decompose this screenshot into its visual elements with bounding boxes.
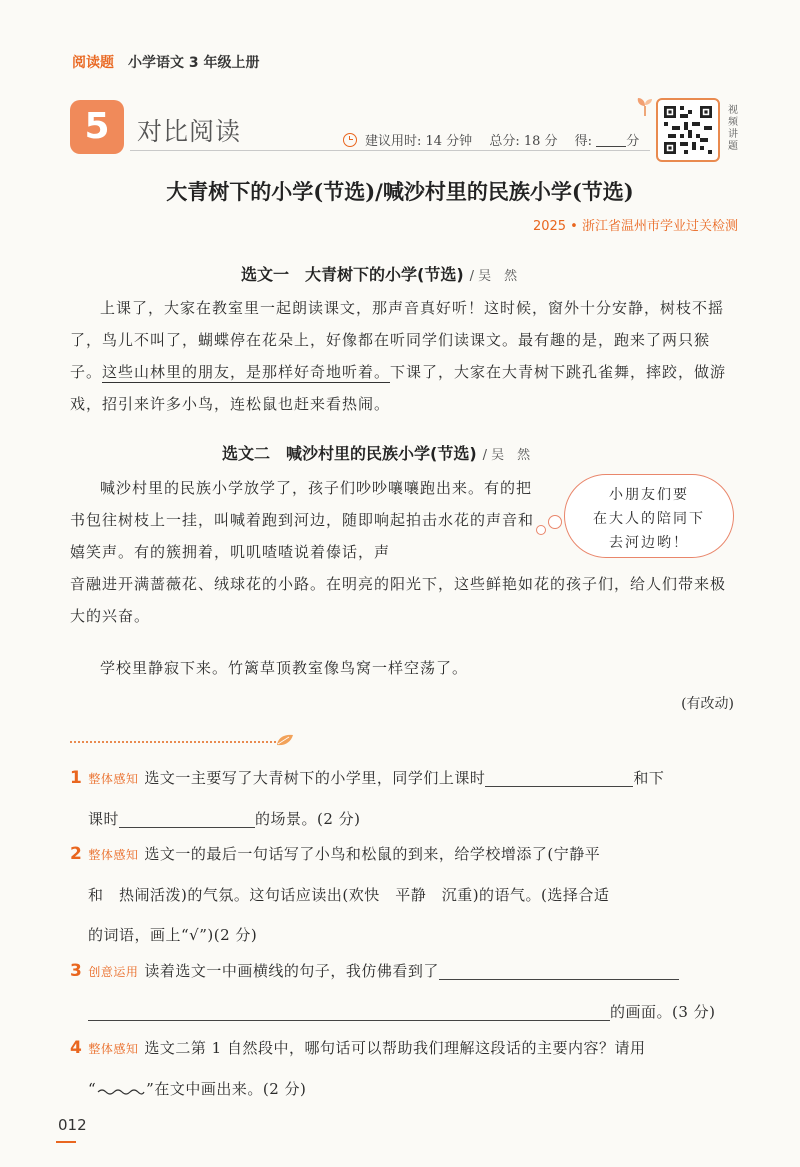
bubble-dot-small [536,525,546,535]
answer-blank[interactable] [119,809,255,828]
bubble-line: 去河边哟！ [609,535,689,551]
question-text: 读着选文一中画横线的句子，我仿佛看到了 [144,962,439,980]
question-tag: 创意运用 [88,965,139,979]
time-label: 建议用时: 14 分钟 [365,134,473,149]
question-tag: 整体感知 [88,848,139,862]
score-label: 总分: 18 分 [489,134,558,149]
section-meta [343,130,639,149]
passage-source: 2025 • 浙江省温州市学业过关检测 [532,219,738,234]
answer-blank[interactable] [485,768,633,787]
passage-title: 大青树下的小学(节选)/喊沙村里的民族小学(节选) [166,179,634,204]
leaf-icon [276,733,294,747]
wavy-line-icon [96,1086,146,1098]
section-rule [130,150,650,151]
excerpt1-text-before: 上课了，大家在教室里一起朗读课文，那声音真好听！这时候，窗外十分安静，树枝不摇了，鸟儿不叫了，蝴蝶停在花朵上，好像都在听同学们读课文。最有趣的是，跑来了两只猴子。 [70,299,725,381]
sprout-icon [634,96,656,116]
score-blank [596,134,626,147]
qr-code[interactable] [656,98,720,162]
page-number: 012 [58,1116,87,1134]
question-number: 3 [70,961,83,981]
clock-icon [343,133,357,147]
question-text: 的场景。(2 分) [255,810,361,828]
score-unit: 分 [626,134,640,149]
excerpt1-heading [241,262,517,285]
page-number-accent [56,1141,76,1143]
revised-note: (有改动) [681,696,734,712]
section-number-badge: 5 [70,100,124,154]
excerpt2-paragraph1-continued: 音融进开满蔷薇花、绒球花的小路。在明亮的阳光下，这些鲜艳如花的孩子们，给人们带来极大的兴奋。 [70,575,727,625]
excerpt2-author: / 吴 然 [482,448,531,463]
excerpt2-heading [222,441,530,464]
excerpt2-paragraph2: 学校里静寂下来。竹篱草顶教室像鸟窝一样空荡了。 [100,659,469,677]
bubble-line: 在大人的陪同下 [593,511,705,527]
excerpt2-title: 选文二 喊沙村里的民族小学(节选) [222,444,477,463]
excerpt1-underlined-sentence: 这些山林里的朋友，是那样好奇地听着。 [102,363,391,381]
question-tag: 整体感知 [88,1042,139,1056]
qr-label: 视频讲题 [728,105,738,152]
question-text: 课时 [88,810,120,828]
question-number: 4 [70,1038,83,1058]
question-text: 选文一主要写了大青树下的小学里，同学们上课时 [144,769,486,787]
question-text: ”在文中画出来。(2 分) [146,1080,307,1098]
bubble-line: 小朋友们要 [609,487,689,503]
got-label: 得: [574,134,593,149]
answer-blank[interactable] [439,961,679,980]
excerpt1-paragraph [70,292,738,420]
question-tag: 整体感知 [88,772,139,786]
question-text: 和 热闹活泼)的气氛。这句话应读出(欢快 平静 沉重)的语气。(选择合适 [88,886,610,904]
question-text: 选文一的最后一句话写了小鸟和松鼠的到来，给学校增添了(宁静平 [144,845,601,863]
category-tag: 阅读题 [72,55,114,71]
question-number: 1 [70,768,83,788]
excerpt1-text-after: 下课了，大家在大青树下跳孔雀舞，摔跤，做游戏，招引来许多小鸟，连松鼠也赶来看热闹。 [70,363,727,413]
answer-blank[interactable] [88,1002,610,1021]
question-number: 2 [70,844,83,864]
dotted-divider [70,741,276,743]
question-text: 的画面。(3 分) [610,1003,716,1021]
question-text: “ [88,1080,97,1098]
question-4 [70,1028,742,1109]
question-text: 的词语，画上“√”)(2 分) [88,926,258,944]
question-text: 和下 [633,769,665,787]
excerpt1-author: / 吴 然 [469,269,518,284]
bubble-dot-large [548,515,562,529]
section-title: 对比阅读 [137,117,242,146]
excerpt1-title: 选文一 大青树下的小学(节选) [241,265,464,284]
excerpt2-paragraph1: 喊沙村里的民族小学放学了，孩子们吵吵嚷嚷跑出来。有的把书包往树枝上一挂，叫喊着跑到河边，随即响起拍击水花的声音和嬉笑声。有的簇拥着，叽叽喳喳说着傣话，声 [70,479,535,561]
question-1 [70,758,742,839]
tip-bubble [564,474,734,558]
book-title: 小学语文 3 年级上册 [128,55,260,71]
question-2 [70,834,742,955]
question-text: 选文二第 1 自然段中，哪句话可以帮助我们理解这段话的主要内容？请用 [144,1039,646,1057]
qr-code-icon [664,106,712,154]
question-3 [70,951,742,1032]
